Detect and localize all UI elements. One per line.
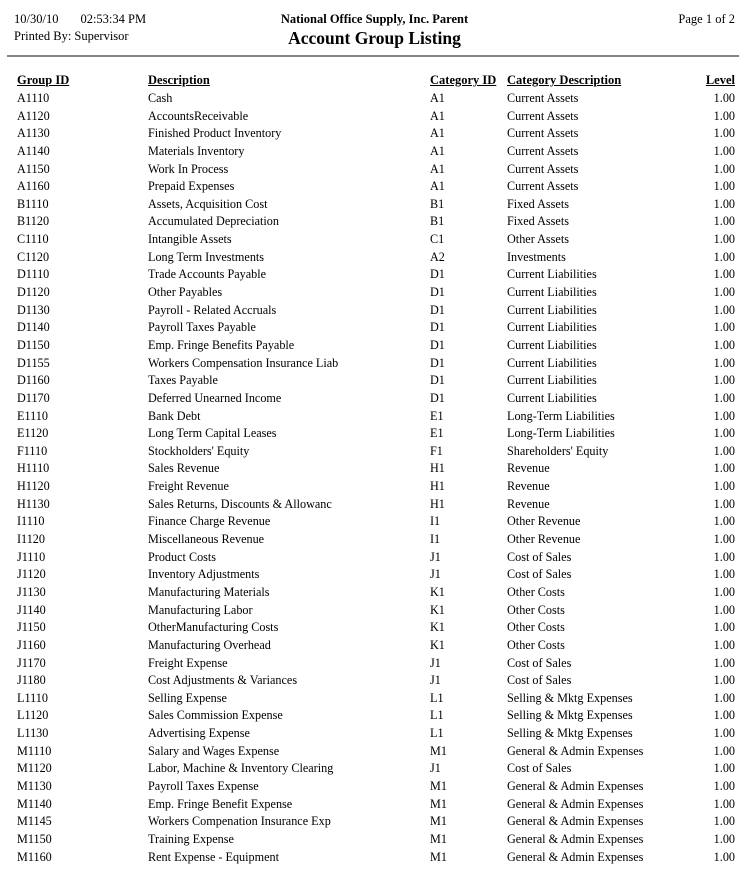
cell-category-description: Other Costs	[507, 584, 565, 599]
cell-level: 1.00	[713, 91, 735, 105]
report-title: Account Group Listing	[288, 28, 461, 48]
cell-level: 1.00	[713, 849, 735, 864]
cell-category-description: Current Liabilities	[507, 267, 597, 282]
table-row	[17, 372, 735, 390]
cell-category-description: General & Admin Expenses	[507, 796, 644, 811]
table-row	[17, 443, 735, 461]
table-row	[17, 584, 735, 602]
cell-category-description: General & Admin Expenses	[507, 743, 644, 758]
column-header-category-description: Category Description	[507, 73, 622, 87]
cell-group-id: J1110	[17, 549, 46, 564]
table-row	[17, 284, 735, 302]
cell-category-description: Fixed Assets	[507, 214, 569, 229]
cell-category-id: I1	[430, 514, 441, 529]
cell-level: 1.00	[713, 620, 735, 635]
cell-group-id: J1140	[17, 602, 46, 617]
cell-category-description: Other Assets	[507, 232, 569, 247]
cell-group-id: F1110	[17, 443, 48, 458]
cell-group-id: M1150	[17, 831, 52, 846]
cell-group-id: H1130	[17, 496, 50, 511]
cell-category-id: H1	[430, 461, 445, 476]
cell-description: Payroll - Related Accruals	[148, 302, 277, 317]
table-row	[17, 513, 735, 531]
cell-group-id: M1120	[17, 761, 52, 776]
cell-description: Finished Product Inventory	[148, 126, 282, 141]
cell-category-id: D1	[430, 390, 445, 405]
cell-category-id: A1	[430, 143, 445, 158]
cell-description: Rent Expense - Equipment	[148, 849, 279, 864]
table-row	[17, 496, 735, 514]
cell-group-id: D1130	[17, 302, 50, 317]
header-center	[281, 11, 468, 48]
cell-description: Training Expense	[148, 831, 234, 846]
cell-description: Workers Compenation Insurance Exp	[148, 814, 331, 829]
cell-level: 1.00	[713, 743, 735, 758]
cell-level: 1.00	[713, 285, 735, 300]
cell-category-description: Current Assets	[507, 143, 579, 158]
cell-group-id: A1120	[17, 108, 50, 123]
cell-category-description: Current Liabilities	[507, 285, 597, 300]
cell-category-description: Investments	[507, 249, 566, 264]
header-right	[468, 11, 735, 27]
cell-group-id: J1130	[17, 584, 46, 599]
cell-category-id: D1	[430, 320, 445, 335]
cell-group-id: I1110	[17, 514, 45, 529]
cell-category-id: A1	[430, 161, 445, 176]
cell-description: Sales Returns, Discounts & Allowanc	[148, 496, 332, 511]
cell-category-description: Other Costs	[507, 620, 565, 635]
table-row	[17, 125, 735, 143]
cell-level: 1.00	[713, 426, 735, 441]
cell-description: Emp. Fringe Benefits Payable	[148, 337, 295, 352]
cell-category-id: A1	[430, 91, 445, 105]
cell-group-id: A1160	[17, 179, 50, 194]
cell-level: 1.00	[713, 390, 735, 405]
table-row	[17, 760, 735, 778]
cell-description: Cost Adjustments & Variances	[148, 673, 298, 688]
cell-category-id: K1	[430, 602, 445, 617]
cell-category-id: M1	[430, 778, 447, 793]
table-row	[17, 161, 735, 179]
table-row	[17, 619, 735, 637]
table-row	[17, 302, 735, 320]
cell-level: 1.00	[713, 108, 735, 123]
cell-level: 1.00	[713, 831, 735, 846]
cell-description: OtherManufacturing Costs	[148, 620, 279, 635]
cell-group-id: C1110	[17, 232, 49, 247]
cell-level: 1.00	[713, 814, 735, 829]
cell-description: Sales Revenue	[148, 461, 220, 476]
cell-category-description: Revenue	[507, 461, 550, 476]
cell-category-id: B1	[430, 196, 445, 211]
cell-group-id: E1110	[17, 408, 48, 423]
header-left	[14, 11, 281, 44]
cell-group-id: J1150	[17, 620, 46, 635]
cell-description: Manufacturing Materials	[148, 584, 270, 599]
cell-description: Inventory Adjustments	[148, 567, 260, 582]
cell-level: 1.00	[713, 496, 735, 511]
cell-description: Selling Expense	[148, 690, 227, 705]
cell-category-id: K1	[430, 584, 445, 599]
cell-category-description: Current Assets	[507, 91, 579, 105]
cell-level: 1.00	[713, 602, 735, 617]
cell-category-id: L1	[430, 726, 444, 741]
cell-group-id: D1120	[17, 285, 50, 300]
company-name: National Office Supply, Inc. Parent	[280, 12, 469, 26]
cell-description: Labor, Machine & Inventory Clearing	[148, 761, 334, 776]
table-row	[17, 249, 735, 267]
cell-category-id: A2	[430, 249, 445, 264]
cell-description: Freight Revenue	[148, 479, 229, 494]
table-row	[17, 390, 735, 408]
cell-category-id: D1	[430, 355, 445, 370]
cell-level: 1.00	[713, 408, 735, 423]
cell-group-id: M1110	[17, 743, 52, 758]
cell-description: Emp. Fringe Benefit Expense	[148, 796, 293, 811]
cell-category-description: Current Liabilities	[507, 320, 597, 335]
table-row	[17, 707, 735, 725]
cell-description: Salary and Wages Expense	[148, 743, 280, 758]
cell-description: Payroll Taxes Expense	[148, 778, 259, 793]
cell-group-id: M1160	[17, 849, 52, 864]
account-group-table	[0, 57, 746, 866]
cell-category-id: D1	[430, 302, 445, 317]
column-header-category-id: Category ID	[430, 73, 497, 87]
cell-category-description: Other Revenue	[507, 514, 581, 529]
cell-description: Cash	[148, 91, 173, 105]
cell-description: Long Term Capital Leases	[148, 426, 277, 441]
column-header-group-id: Group ID	[17, 73, 70, 87]
cell-category-id: C1	[430, 232, 445, 247]
cell-level: 1.00	[713, 267, 735, 282]
cell-level: 1.00	[713, 196, 735, 211]
cell-level: 1.00	[713, 161, 735, 176]
cell-description: Finance Charge Revenue	[148, 514, 271, 529]
cell-category-id: H1	[430, 496, 445, 511]
table-row	[17, 196, 735, 214]
report-header	[0, 0, 746, 48]
column-header-level: Level	[705, 73, 735, 87]
print-datetime	[14, 11, 281, 27]
table-row	[17, 796, 735, 814]
cell-level: 1.00	[713, 655, 735, 670]
cell-category-id: J1	[430, 655, 441, 670]
cell-category-description: Cost of Sales	[507, 761, 572, 776]
cell-category-id: K1	[430, 637, 445, 652]
table-row	[17, 655, 735, 673]
cell-group-id: L1130	[17, 726, 49, 741]
cell-category-description: Current Liabilities	[507, 302, 597, 317]
cell-level: 1.00	[713, 337, 735, 352]
cell-group-id: J1120	[17, 567, 46, 582]
table-row	[17, 337, 735, 355]
table-row	[17, 319, 735, 337]
table-row	[17, 478, 735, 496]
cell-level: 1.00	[713, 443, 735, 458]
cell-level: 1.00	[713, 761, 735, 776]
cell-category-id: L1	[430, 690, 444, 705]
cell-group-id: M1145	[17, 814, 52, 829]
cell-description: Assets, Acquisition Cost	[148, 196, 268, 211]
cell-level: 1.00	[713, 796, 735, 811]
cell-category-description: Other Revenue	[507, 532, 581, 547]
cell-group-id: A1110	[17, 91, 50, 105]
cell-category-id: D1	[430, 285, 445, 300]
cell-description: Deferred Unearned Income	[148, 390, 282, 405]
cell-category-description: Other Costs	[507, 637, 565, 652]
table-row	[17, 831, 735, 849]
cell-level: 1.00	[713, 690, 735, 705]
cell-level: 1.00	[713, 532, 735, 547]
table-row	[17, 408, 735, 426]
cell-description: AccountsReceivable	[148, 108, 249, 123]
cell-category-description: Cost of Sales	[507, 655, 572, 670]
cell-group-id: C1120	[17, 249, 50, 264]
cell-description: Payroll Taxes Payable	[148, 320, 256, 335]
cell-group-id: B1110	[17, 196, 49, 211]
print-date: 10/30/10	[14, 12, 59, 26]
cell-group-id: M1140	[17, 796, 52, 811]
cell-level: 1.00	[713, 232, 735, 247]
table-row	[17, 743, 735, 761]
cell-category-id: M1	[430, 743, 447, 758]
cell-group-id: A1130	[17, 126, 50, 141]
cell-description: Taxes Payable	[148, 373, 218, 388]
cell-category-description: General & Admin Expenses	[507, 849, 644, 864]
cell-level: 1.00	[713, 637, 735, 652]
cell-category-id: L1	[430, 708, 444, 723]
cell-level: 1.00	[713, 373, 735, 388]
cell-level: 1.00	[713, 567, 735, 582]
cell-category-id: M1	[430, 831, 447, 846]
cell-description: Work In Process	[148, 161, 229, 176]
cell-level: 1.00	[713, 214, 735, 229]
table-row	[17, 813, 735, 831]
print-time: 02:53:34 PM	[80, 12, 147, 26]
table-row	[17, 231, 735, 249]
cell-description: Miscellaneous Revenue	[148, 532, 265, 547]
cell-group-id: H1110	[17, 461, 50, 476]
cell-category-description: Long-Term Liabilities	[507, 426, 615, 441]
cell-category-id: D1	[430, 337, 445, 352]
cell-category-id: K1	[430, 620, 445, 635]
cell-level: 1.00	[713, 179, 735, 194]
cell-description: Manufacturing Labor	[148, 602, 253, 617]
cell-group-id: E1120	[17, 426, 49, 441]
cell-level: 1.00	[713, 355, 735, 370]
cell-category-id: F1	[430, 443, 443, 458]
cell-category-description: Current Liabilities	[507, 337, 597, 352]
cell-description: Materials Inventory	[148, 143, 245, 158]
cell-category-description: Current Assets	[507, 161, 579, 176]
cell-group-id: D1110	[17, 267, 50, 282]
cell-group-id: J1160	[17, 637, 46, 652]
cell-category-description: Current Assets	[507, 179, 579, 194]
cell-category-description: Current Assets	[507, 108, 579, 123]
table-row	[17, 108, 735, 126]
cell-level: 1.00	[713, 726, 735, 741]
cell-description: Other Payables	[148, 285, 223, 300]
cell-category-id: E1	[430, 426, 444, 441]
cell-category-description: Revenue	[507, 496, 550, 511]
cell-group-id: L1120	[17, 708, 49, 723]
cell-category-id: A1	[430, 108, 445, 123]
cell-category-description: General & Admin Expenses	[507, 778, 644, 793]
cell-group-id: D1150	[17, 337, 50, 352]
cell-category-id: J1	[430, 673, 441, 688]
table-row	[17, 213, 735, 231]
cell-category-id: M1	[430, 796, 447, 811]
cell-group-id: A1150	[17, 161, 50, 176]
cell-description: Long Term Investments	[148, 249, 265, 264]
cell-group-id: D1140	[17, 320, 50, 335]
cell-level: 1.00	[713, 143, 735, 158]
cell-group-id: H1120	[17, 479, 50, 494]
cell-category-description: Selling & Mktg Expenses	[507, 726, 633, 741]
cell-description: Advertising Expense	[148, 726, 250, 741]
cell-description: Stockholders' Equity	[148, 443, 250, 458]
table-row	[17, 143, 735, 161]
table-row	[17, 778, 735, 796]
cell-description: Workers Compensation Insurance Liab	[148, 355, 339, 370]
cell-category-description: Current Assets	[507, 126, 579, 141]
cell-description: Product Costs	[148, 549, 217, 564]
page-number-label: Page 1 of 2	[678, 12, 735, 26]
cell-category-description: Selling & Mktg Expenses	[507, 708, 633, 723]
cell-category-description: Shareholders' Equity	[507, 443, 609, 458]
cell-description: Manufacturing Overhead	[148, 637, 271, 652]
cell-description: Prepaid Expenses	[148, 179, 235, 194]
table-row	[17, 355, 735, 373]
table-row	[17, 566, 735, 584]
cell-category-description: Cost of Sales	[507, 549, 572, 564]
cell-category-id: B1	[430, 214, 445, 229]
cell-group-id: D1160	[17, 373, 50, 388]
cell-level: 1.00	[713, 249, 735, 264]
cell-category-description: Cost of Sales	[507, 567, 572, 582]
cell-category-id: D1	[430, 373, 445, 388]
cell-category-description: Cost of Sales	[507, 673, 572, 688]
table-row	[17, 90, 735, 108]
table-row	[17, 725, 735, 743]
cell-category-description: General & Admin Expenses	[507, 814, 644, 829]
table-row	[17, 849, 735, 867]
cell-category-id: A1	[430, 126, 445, 141]
cell-group-id: J1170	[17, 655, 46, 670]
cell-category-description: Current Liabilities	[507, 390, 597, 405]
cell-level: 1.00	[713, 320, 735, 335]
table-row	[17, 531, 735, 549]
cell-level: 1.00	[713, 514, 735, 529]
cell-category-description: Selling & Mktg Expenses	[507, 690, 633, 705]
cell-description: Accumulated Depreciation	[148, 214, 279, 229]
cell-category-id: J1	[430, 549, 441, 564]
cell-category-description: Long-Term Liabilities	[507, 408, 615, 423]
table-row	[17, 460, 735, 478]
table-row	[17, 549, 735, 567]
cell-description: Sales Commission Expense	[148, 708, 283, 723]
cell-group-id: I1120	[17, 532, 45, 547]
cell-level: 1.00	[713, 479, 735, 494]
table-row	[17, 672, 735, 690]
cell-description: Bank Debt	[148, 408, 201, 423]
cell-category-description: Current Liabilities	[507, 355, 597, 370]
cell-group-id: L1110	[17, 690, 48, 705]
cell-group-id: D1170	[17, 390, 50, 405]
table-header-row	[17, 72, 735, 90]
printed-by: Printed By: Supervisor	[14, 29, 129, 43]
cell-category-id: E1	[430, 408, 444, 423]
cell-level: 1.00	[713, 549, 735, 564]
cell-group-id: A1140	[17, 143, 50, 158]
cell-group-id: M1130	[17, 778, 52, 793]
cell-group-id: B1120	[17, 214, 50, 229]
table-row	[17, 602, 735, 620]
cell-category-description: Revenue	[507, 479, 550, 494]
cell-level: 1.00	[713, 302, 735, 317]
table-row	[17, 266, 735, 284]
cell-category-id: J1	[430, 761, 441, 776]
cell-category-id: M1	[430, 814, 447, 829]
table-row	[17, 690, 735, 708]
cell-category-id: D1	[430, 267, 445, 282]
table-row	[17, 178, 735, 196]
cell-description: Freight Expense	[148, 655, 228, 670]
cell-level: 1.00	[713, 778, 735, 793]
column-header-description: Description	[148, 73, 210, 87]
cell-level: 1.00	[713, 126, 735, 141]
cell-category-id: H1	[430, 479, 445, 494]
cell-category-description: General & Admin Expenses	[507, 831, 644, 846]
cell-category-id: I1	[430, 532, 441, 547]
table-body	[17, 90, 735, 866]
cell-level: 1.00	[713, 461, 735, 476]
cell-category-id: M1	[430, 849, 447, 864]
cell-group-id: D1155	[17, 355, 50, 370]
table-row	[17, 425, 735, 443]
cell-level: 1.00	[713, 708, 735, 723]
table-row	[17, 637, 735, 655]
cell-category-id: A1	[430, 179, 445, 194]
cell-description: Intangible Assets	[148, 232, 232, 247]
cell-group-id: J1180	[17, 673, 46, 688]
cell-description: Trade Accounts Payable	[148, 267, 267, 282]
cell-level: 1.00	[713, 584, 735, 599]
cell-category-description: Current Liabilities	[507, 373, 597, 388]
cell-category-description: Other Costs	[507, 602, 565, 617]
cell-level: 1.00	[713, 673, 735, 688]
cell-category-description: Fixed Assets	[507, 196, 569, 211]
cell-category-id: J1	[430, 567, 441, 582]
